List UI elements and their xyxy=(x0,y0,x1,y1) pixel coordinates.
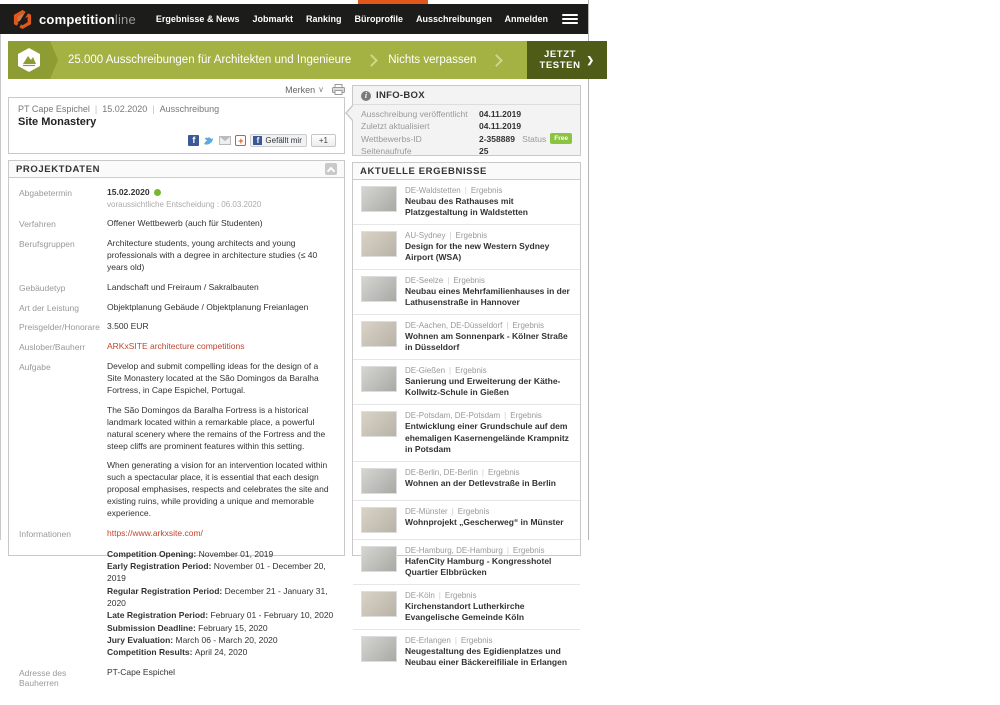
field-value-text: Architecture students, young architects and young professionals with a degree in architecture studies (≤ 40 years old) xyxy=(107,237,318,272)
field-link[interactable]: https://www.arkxsite.com/ xyxy=(107,527,203,538)
schedule-label: Regular Registration Period: xyxy=(107,585,225,596)
facebook-like-button[interactable]: f Gefällt mir xyxy=(250,134,306,147)
result-kicker: DE-Erlangen | Ergebnis xyxy=(405,635,493,645)
result-thumbnail xyxy=(361,546,397,572)
projektdaten-row xyxy=(19,302,334,314)
hexagon-logo-icon xyxy=(12,9,33,30)
result-thumbnail xyxy=(361,276,397,302)
result-list-item[interactable] xyxy=(353,585,580,630)
projektdaten-title: PROJEKTDATEN xyxy=(16,163,101,175)
result-list-item[interactable] xyxy=(353,270,580,315)
breadcrumb: PT Cape Espichel | 15.02.2020 | Ausschreibung xyxy=(18,104,220,114)
info-box-row xyxy=(361,108,572,120)
result-title: Neubau des Rathauses mit Platzgestaltung in Waldstetten xyxy=(405,196,528,218)
result-location: DE-Erlangen xyxy=(405,635,451,645)
result-thumbnail xyxy=(361,321,397,347)
schedule-label: Competition Opening: xyxy=(107,548,199,559)
result-location: DE-Köln xyxy=(405,590,435,600)
result-thumbnail xyxy=(361,231,397,257)
projektdaten-row xyxy=(19,361,334,520)
page-left-border xyxy=(0,34,1,540)
field-paragraph: Develop and submit compelling ideas for the design of a Site Monastery located at the São Domingos da Baralha Fortress, in Cape Espichel, Portugal. xyxy=(107,361,319,395)
result-list-item[interactable] xyxy=(353,405,580,461)
field-value xyxy=(107,528,334,659)
schedule-label: Jury Evaluation: xyxy=(107,634,176,645)
result-kicker: DE-Gießen | Ergebnis xyxy=(405,366,487,376)
result-text xyxy=(405,186,572,218)
brand-name: competitionline xyxy=(39,11,136,27)
info-row-label: Seitenaufrufe xyxy=(361,145,412,156)
result-tag: Ergebnis xyxy=(455,231,488,241)
field-value xyxy=(107,282,334,294)
info-box-row xyxy=(361,120,572,132)
schedule-label: Early Registration Period: xyxy=(107,561,214,572)
result-thumbnail xyxy=(361,507,397,533)
share-plus-icon[interactable]: + xyxy=(235,135,246,146)
breadcrumb-date: 15.02.2020 xyxy=(102,104,148,114)
schedule-label: Late Registration Period: xyxy=(107,610,211,621)
nav-item-ranking[interactable]: Ranking xyxy=(305,14,342,24)
project-header-card xyxy=(8,97,345,154)
result-list-item[interactable] xyxy=(353,462,580,501)
banner-hexagon-icon xyxy=(16,47,42,73)
schedule-line: Regular Registration Period: December 21 - January 31, 2020 xyxy=(107,585,328,609)
plus-one-button[interactable]: +1 xyxy=(311,134,336,147)
field-value xyxy=(107,187,334,210)
social-share-row xyxy=(188,134,336,147)
result-text xyxy=(405,636,572,668)
facebook-like-icon: f xyxy=(253,136,262,145)
field-subtext: voraussichtliche Entscheidung : 06.03.2020 xyxy=(107,199,262,209)
promo-banner-badge xyxy=(8,41,50,79)
result-tag: Ergebnis xyxy=(453,276,485,286)
field-value xyxy=(107,321,334,333)
results-header xyxy=(353,163,580,180)
result-text xyxy=(405,321,572,353)
print-button[interactable] xyxy=(332,84,345,95)
hamburger-menu-icon[interactable] xyxy=(562,12,578,26)
projektdaten-row xyxy=(19,321,334,333)
result-title: Sanierung und Erweiterung der Käthe-Kollwitz-Schule in Gießen xyxy=(405,376,561,398)
field-label: Auslober/Bauherr xyxy=(19,342,86,353)
status-label: Status xyxy=(522,133,547,144)
info-row-value: 04.11.2019 xyxy=(479,109,522,119)
info-row-label: Ausschreibung veröffentlicht xyxy=(361,109,468,119)
field-value xyxy=(107,341,334,353)
result-list-item[interactable] xyxy=(353,225,580,270)
result-thumbnail xyxy=(361,186,397,212)
print-icon xyxy=(332,84,345,95)
info-box xyxy=(352,85,581,156)
results-list xyxy=(353,180,580,674)
result-kicker: DE-Potsdam, DE-Potsdam | Ergebnis xyxy=(405,411,542,421)
result-text xyxy=(405,546,572,578)
result-title: HafenCity Hamburg - Kongresshotel Quartier Elbbrücken xyxy=(405,555,552,577)
result-title: Kirchenstandort Lutherkirche Evangelische Gemeinde Köln xyxy=(405,600,525,622)
banner-tagline: Nichts verpassen xyxy=(388,54,477,66)
result-location: DE-Potsdam, DE-Potsdam xyxy=(405,411,501,421)
result-kicker: DE-Aachen, DE-Düsseldorf | Ergebnis xyxy=(405,321,545,331)
brand-logo[interactable] xyxy=(12,9,136,30)
schedule-block xyxy=(107,548,334,659)
result-kicker: DE-Köln | Ergebnis xyxy=(405,590,477,600)
field-label: Art der Leistung xyxy=(19,302,80,313)
field-label: Aufgabe xyxy=(19,362,51,373)
projektdaten-row xyxy=(19,282,334,294)
projektdaten-row xyxy=(19,667,334,688)
breadcrumb-location: PT Cape Espichel xyxy=(18,104,90,114)
result-location: AU-Sydney xyxy=(405,231,446,241)
field-value-text: Offener Wettbewerb (auch für Studenten) xyxy=(107,218,263,229)
field-value xyxy=(107,361,334,520)
result-tag: Ergebnis xyxy=(460,635,493,645)
schedule-label: Submission Deadline: xyxy=(107,622,199,633)
result-text xyxy=(405,231,572,263)
page-title: Site Monastery xyxy=(18,116,97,128)
result-list-item[interactable] xyxy=(353,540,580,585)
result-title: Wohnprojekt „Gescherweg“ in Münster xyxy=(405,516,564,527)
result-title: Entwicklung einer Grundschule auf dem ehemaligen Kasernengelände Krampnitz in Potsdam xyxy=(405,421,569,454)
nav-item-ausschreibungen[interactable]: Ausschreibungen xyxy=(415,14,492,24)
field-label: Preisgelder/Honorare xyxy=(19,322,100,333)
field-label: Verfahren xyxy=(19,219,56,230)
result-tag: Ergebnis xyxy=(487,467,520,477)
result-location: DE-Seelze xyxy=(405,276,444,286)
result-list-item[interactable] xyxy=(353,360,580,405)
nav-item-b-roprofile[interactable]: Büroprofile xyxy=(354,14,403,24)
login-link[interactable]: Anmelden xyxy=(504,14,548,24)
cta-arrow-icon: ❯ xyxy=(586,54,595,65)
result-thumbnail xyxy=(361,468,397,494)
field-value xyxy=(107,302,334,314)
result-location: DE-Berlin, DE-Berlin xyxy=(405,467,478,477)
info-box-title: INFO-BOX xyxy=(376,90,425,101)
main-nav xyxy=(0,4,588,34)
results-card xyxy=(352,162,581,667)
info-row-label: Zuletzt aktualisiert xyxy=(361,121,430,132)
status-badge: Free xyxy=(550,133,572,144)
result-thumbnail xyxy=(361,411,397,437)
field-label: Berufsgruppen xyxy=(19,238,75,249)
result-kicker: DE-Waldstetten | Ergebnis xyxy=(405,186,503,195)
info-icon: i xyxy=(361,91,371,101)
result-thumbnail xyxy=(361,591,397,617)
schedule-line: Early Registration Period: November 01 - December 20, 2019 xyxy=(107,561,326,584)
result-text xyxy=(405,276,572,308)
field-label: Abgabetermin xyxy=(19,188,72,198)
nav-items xyxy=(156,14,492,24)
field-label: Adresse des Bauherren xyxy=(19,667,67,688)
result-text xyxy=(405,366,572,398)
projektdaten-row xyxy=(19,238,334,274)
info-row-label: Wettbewerbs-ID xyxy=(361,133,422,144)
projektdaten-row xyxy=(19,187,334,210)
field-value-text: Objektplanung Gebäude / Objektplanung Freianlagen xyxy=(107,301,309,312)
info-box-header xyxy=(353,86,580,105)
result-kicker: DE-Seelze | Ergebnis xyxy=(405,276,485,286)
result-title: Wohnen am Sonnenpark - Kölner Straße in Düsseldorf xyxy=(405,331,568,353)
toolbar-row xyxy=(8,84,345,95)
deadline-status-dot xyxy=(154,189,161,196)
projektdaten-row xyxy=(19,528,334,659)
result-kicker: DE-Münster | Ergebnis xyxy=(405,506,490,516)
result-tag: Ergebnis xyxy=(510,411,542,421)
result-location: DE-Münster xyxy=(405,506,448,516)
field-value-text: 3.500 EUR xyxy=(107,321,149,332)
result-tag: Ergebnis xyxy=(470,186,503,195)
chevron-separator-icon xyxy=(365,54,378,67)
promo-banner[interactable] xyxy=(8,41,595,79)
field-paragraph: The São Domingos da Baralha Fortress is a historical landmark located within a remarkable place, a powerful natural scenery where the remains of the Fortress and the steep cliffs are prominent features within this setting. xyxy=(107,404,326,451)
result-tag: Ergebnis xyxy=(512,321,545,331)
field-value-text: PT-Cape Espichel xyxy=(107,666,176,677)
chevron-down-icon: ∨ xyxy=(318,85,324,94)
email-share-icon[interactable] xyxy=(219,136,231,145)
collapse-chevron-icon[interactable] xyxy=(325,163,337,175)
info-row-value: 25 xyxy=(479,145,489,156)
schedule-line: Competition Opening: November 01, 2019 xyxy=(107,548,274,559)
schedule-line: Submission Deadline: February 15, 2020 xyxy=(107,622,268,633)
result-text xyxy=(405,411,572,454)
info-box-row xyxy=(361,133,572,145)
twitter-share-icon[interactable] xyxy=(203,136,215,146)
schedule-line: Late Registration Period: February 01 - February 10, 2020 xyxy=(107,610,334,621)
result-tag: Ergebnis xyxy=(512,545,545,555)
info-box-rows xyxy=(353,105,580,160)
result-thumbnail xyxy=(361,636,397,662)
projektdaten-card xyxy=(8,160,345,688)
result-title: Design for the new Western Sydney Airport (WSA) xyxy=(405,241,550,263)
field-value-text: 15.02.2020 xyxy=(107,187,150,197)
result-tag: Ergebnis xyxy=(444,590,477,600)
field-paragraph: When generating a vision for an intervention located within such a spectacular place, it is essential that each design proposal emphasises, respects and celebrates the site and existing ruins, while providing a unique and memorable experience. xyxy=(107,460,329,518)
result-tag: Ergebnis xyxy=(455,366,487,376)
field-value xyxy=(107,238,334,274)
result-location: DE-Gießen xyxy=(405,366,446,376)
status-group xyxy=(522,133,572,145)
breadcrumb-type: Ausschreibung xyxy=(159,104,220,114)
results-title: AKTUELLE ERGEBNISSE xyxy=(360,165,487,177)
info-box-row xyxy=(361,145,572,157)
field-label: Informationen xyxy=(19,528,71,539)
result-title: Neubau eines Mehrfamilienhauses in der Lathusenstraße in Hannover xyxy=(405,286,570,308)
field-link[interactable]: ARKxSITE architecture competitions xyxy=(107,341,245,352)
result-list-item[interactable] xyxy=(353,315,580,360)
projektdaten-row xyxy=(19,218,334,230)
nav-item-jobmarkt[interactable]: Jobmarkt xyxy=(252,14,293,24)
result-title: Neugestaltung des Egidienplatzes und Neubau einer Bäckereifiliale in Erlangen xyxy=(405,645,568,667)
schedule-line: Jury Evaluation: March 06 - March 20, 2020 xyxy=(107,634,278,645)
facebook-share-icon[interactable]: f xyxy=(188,135,199,146)
result-tag: Ergebnis xyxy=(457,506,490,516)
result-title: Wohnen an der Detlevstraße in Berlin xyxy=(405,477,556,488)
schedule-label: Competition Results: xyxy=(107,647,195,658)
result-list-item[interactable] xyxy=(353,180,580,225)
nav-item-ergebnisse-news[interactable]: Ergebnisse & News xyxy=(155,14,240,24)
projektdaten-body xyxy=(9,178,344,705)
merken-dropdown[interactable]: Merken ∨ xyxy=(285,84,324,95)
result-location: DE-Hamburg, DE-Hamburg xyxy=(405,545,503,555)
info-row-value: 04.11.2019 xyxy=(479,121,522,132)
field-value-text: Landschaft und Freiraum / Sakralbauten xyxy=(107,281,259,292)
result-list-item[interactable] xyxy=(353,501,580,540)
field-value xyxy=(107,218,334,230)
chevron-separator-icon xyxy=(491,54,504,67)
banner-headline: 25.000 Ausschreibungen für Architekten und Ingenieure xyxy=(68,54,352,66)
projektdaten-header xyxy=(9,161,344,178)
result-text xyxy=(405,468,572,494)
schedule-line: Competition Results: April 24, 2020 xyxy=(107,647,248,658)
result-kicker: AU-Sydney | Ergebnis xyxy=(405,231,488,241)
field-value xyxy=(107,667,334,688)
result-location: DE-Aachen, DE-Düsseldorf xyxy=(405,321,503,331)
field-label: Gebäudetyp xyxy=(19,282,66,293)
result-text xyxy=(405,591,572,623)
jetzt-testen-button[interactable]: JETZT TESTEN ❯ xyxy=(527,41,606,79)
result-kicker: DE-Hamburg, DE-Hamburg | Ergebnis xyxy=(405,545,545,555)
projektdaten-row xyxy=(19,341,334,353)
result-thumbnail xyxy=(361,366,397,392)
result-kicker: DE-Berlin, DE-Berlin | Ergebnis xyxy=(405,467,520,477)
result-location: DE-Waldstetten xyxy=(405,186,461,195)
result-list-item[interactable] xyxy=(353,630,580,674)
result-text xyxy=(405,507,572,533)
info-row-value: 2-358889 xyxy=(479,133,515,144)
